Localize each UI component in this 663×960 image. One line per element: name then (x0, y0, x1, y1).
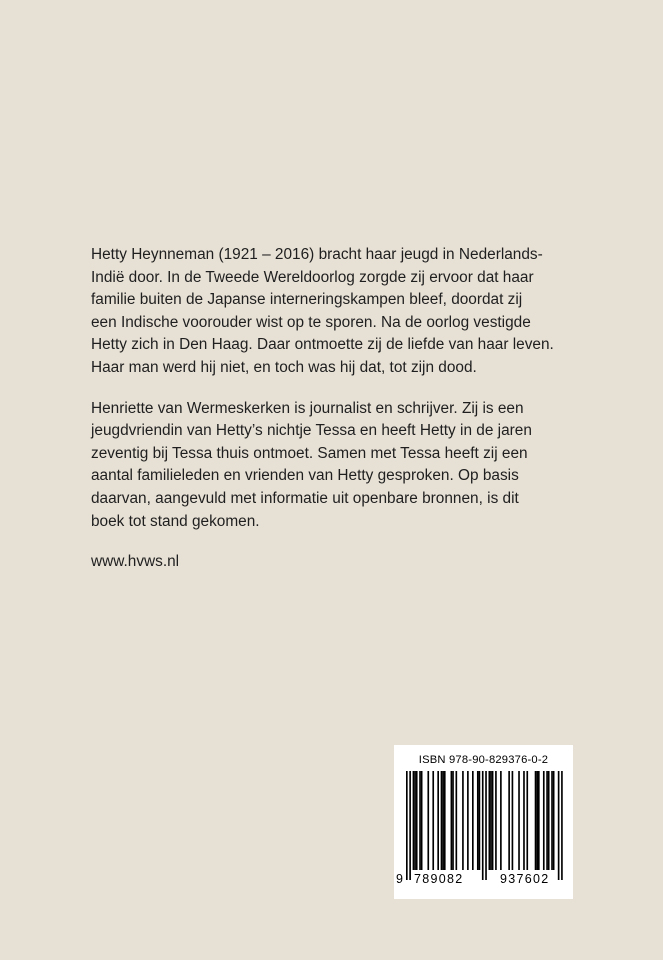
barcode-digit-prefix: 9 (396, 872, 405, 886)
isbn-barcode (394, 745, 573, 899)
barcode-bar (523, 771, 525, 870)
barcode-bar (495, 771, 497, 870)
barcode-bar (477, 771, 479, 870)
barcode-bar (548, 771, 550, 870)
barcode-bar (535, 771, 537, 870)
barcode-digits-right: 937602 (500, 872, 550, 886)
text-line: Hetty Heynneman (1921 – 2016) bracht haar jeugd in Nederlands- (91, 246, 543, 263)
barcode-bar (536, 771, 538, 870)
barcode-bar (462, 771, 464, 870)
text-line: daarvan, aangevuld met informatie uit openbare bronnen, is dit (91, 489, 519, 507)
barcode-bar (451, 771, 453, 870)
barcode-bar (546, 771, 548, 870)
barcode-bar (406, 771, 408, 880)
text-line: familie buiten de Japanse interneringskampen bleef, doordat zij (91, 291, 523, 309)
isbn-label: ISBN 978-90-829376-0-2 (418, 754, 549, 766)
barcode-bar (485, 771, 487, 880)
barcode-bar (444, 771, 446, 870)
barcode-bar (492, 771, 494, 870)
barcode-digits-left: 789082 (414, 872, 464, 886)
text-line: Henriette van Wermeskerken is journalist en schrijver. Zij is een (91, 399, 524, 417)
text-line: aantal familieleden en vrienden van Hetty gesproken. Op basis (91, 467, 519, 485)
barcode-bar (553, 771, 555, 870)
barcode-bar (419, 771, 421, 870)
barcode-bar (437, 771, 439, 870)
barcode-bar (490, 771, 492, 870)
text-line: boek tot stand gekomen. (91, 512, 260, 530)
barcode-bar (518, 771, 520, 870)
barcode-bar (414, 771, 416, 870)
barcode-bar (508, 771, 510, 870)
paragraph-bio (91, 244, 576, 380)
barcode-bar (543, 771, 545, 870)
barcode-bar (456, 771, 458, 870)
text-line: Indië door. In de Tweede Wereldoorlog zorgde zij ervoor dat haar (91, 268, 534, 286)
barcode-bar (416, 771, 418, 870)
barcode-bar (489, 771, 491, 870)
barcode-bar (421, 771, 423, 870)
barcode-bar (409, 771, 411, 880)
barcode-bar (427, 771, 429, 870)
barcode-bar (467, 771, 469, 870)
back-cover-blurb (91, 244, 576, 573)
text-line: jeugdvriendin van Hetty’s nichtje Tessa en heeft Hetty in de jaren (91, 422, 532, 440)
barcode-bar (413, 771, 415, 870)
barcode-bar (479, 771, 481, 870)
barcode-bar (442, 771, 444, 870)
barcode-bar (452, 771, 454, 870)
text-line: Hetty zich in Den Haag. Daar ontmoette zij de liefde van haar leven. (91, 336, 554, 354)
barcode-bar (538, 771, 540, 870)
paragraph-author (91, 398, 576, 534)
barcode-bar (561, 771, 563, 880)
barcode-bar (551, 771, 553, 870)
barcode-bar (472, 771, 474, 870)
text-line: een Indische voorouder wist op te sporen. Na de oorlog vestigde (91, 313, 531, 331)
barcode-bar (482, 771, 484, 880)
barcode-bar (500, 771, 502, 870)
barcode-bar (526, 771, 528, 870)
text-line: Haar man werd hij niet, en toch was hij dat, tot zijn dood. (91, 358, 477, 376)
barcode-bar (432, 771, 434, 870)
text-line: zeventig bij Tessa thuis ontmoet. Samen met Tessa heeft zij een (91, 444, 528, 462)
website-url[interactable]: www.hvws.nl (91, 553, 180, 571)
barcode-bar (441, 771, 443, 870)
barcode-bar (558, 771, 560, 880)
barcode-bar (512, 771, 514, 870)
